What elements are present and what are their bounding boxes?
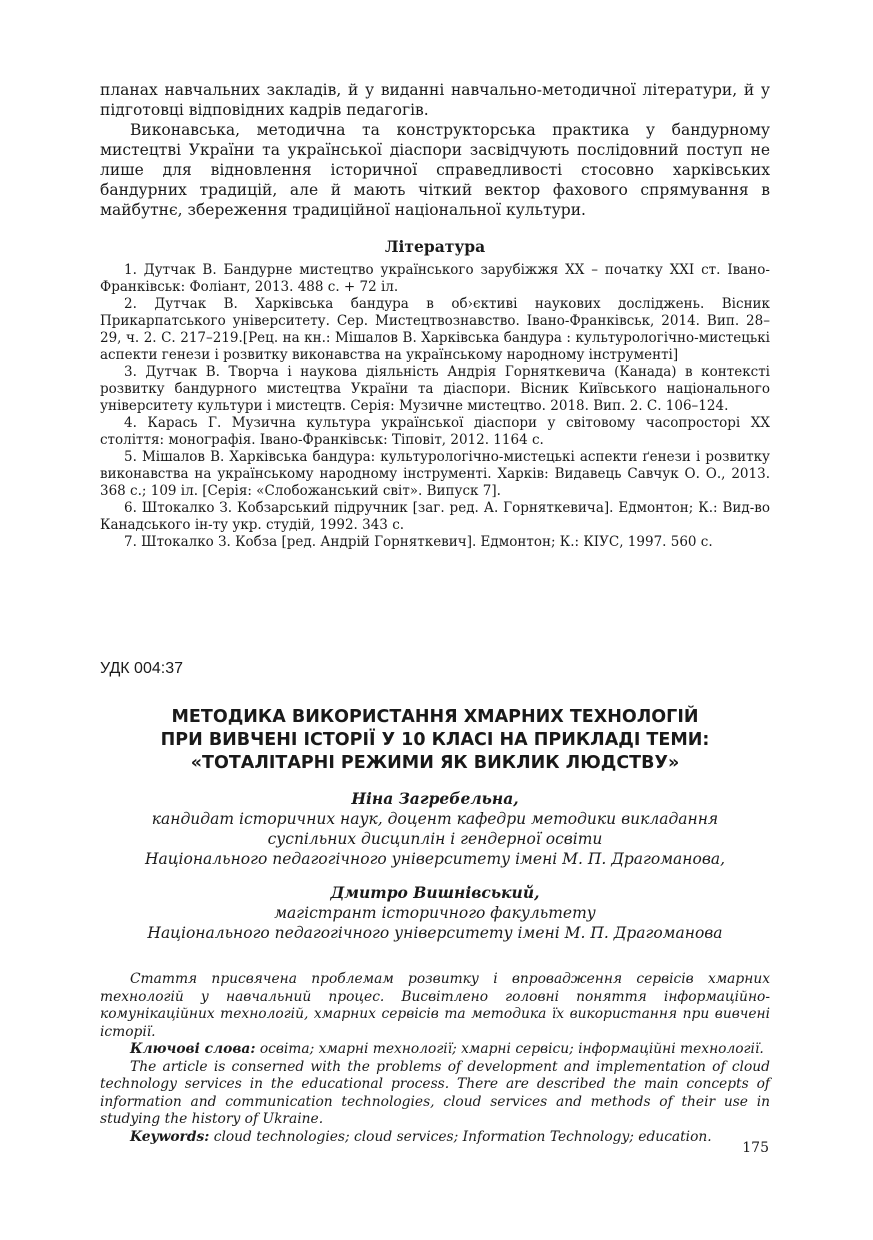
references-list <box>100 262 770 551</box>
article-header <box>100 706 770 1146</box>
reference-item: 6. Штокалко З. Кобзарський підручник [заг. ред. А. Горняткевича]. Едмонтон; К.: Вид-во Канадського ін-ту укр. студій, 1992. 343 с. <box>100 500 770 533</box>
keywords-text: освіта; хмарні технології; хмарні сервіси; інформаційні технології. <box>255 1041 764 1057</box>
reference-item: 7. Штокалко З. Кобза [ред. Андрій Горняткевич]. Едмонтон; К.: КІУС, 1997. 560 с. <box>124 534 713 550</box>
previous-article-ending <box>100 80 770 551</box>
keywords-ukrainian <box>100 1041 770 1059</box>
author-block <box>100 883 770 943</box>
author-affiliation-line: магістрант історичного факультету <box>274 904 596 922</box>
author-affiliation-line: Національного педагогічного університету імені М. П. Драгоманова <box>147 924 723 942</box>
abstract-ukrainian: Стаття присвячена проблемам розвитку і впровадження сервісів хмарних технологій у навчальний процес. Висвітлено головні поняття інформаційно-комунікаційних технологій, хмарних сервісів та методика їх використання при вивчені історії. <box>100 971 770 1040</box>
intro-paragraph-1: планах навчальних закладів, й у виданні навчально-методичної літератури, й у підготовці відповідних кадрів педагогів. <box>100 81 770 119</box>
article-title-line: МЕТОДИКА ВИКОРИСТАННЯ ХМАРНИХ ТЕХНОЛОГІЙ <box>171 707 699 727</box>
article-title-line: ПРИ ВИВЧЕНІ ІСТОРІЇ У 10 КЛАСІ НА ПРИКЛАДІ ТЕМИ: <box>160 730 710 750</box>
keywords-label: Keywords: <box>130 1128 210 1145</box>
author-affiliation-line: суспільних дисциплін і гендерної освіти <box>267 830 603 848</box>
author-affiliation-line: кандидат історичних наук, доцент кафедри методики викладання <box>151 810 719 828</box>
udk-code: УДК 004:37 <box>100 660 183 677</box>
keywords-text: cloud technologies; cloud services; Information Technology; education. <box>209 1128 712 1145</box>
reference-item: 3. Дутчак В. Творча і наукова діяльність Андрія Горняткевича (Канада) в контексті розвитку бандурного мистецтва України та діаспори. Вісник Київського національного університету культури і мистецтв. Серія: Музичне мистецтво. 2018. Вип. 2. С. 106–124. <box>100 364 770 414</box>
page-number: 175 <box>742 1140 769 1156</box>
reference-item: 4. Карась Г. Музична культура української діаспори у світовому часопросторі ХХ століття: монографія. Івано-Франківськ: Тіповіт, 2012. 1164 с. <box>100 415 770 448</box>
author-affiliation-line: Національного педагогічного університету імені М. П. Драгоманова, <box>144 850 726 868</box>
references-title: Література <box>384 237 486 256</box>
author-block <box>100 789 770 869</box>
article-title <box>100 706 770 775</box>
reference-item: 5. Мішалов В. Харківська бандура: культурологічно-мистецькі аспекти ґенези і розвитку виконавства на українському народному інструменті. Харків: Видавець Савчук О. О., 2013. 368 с.; 109 іл. [Серія: «Слобожанський світ». Випуск 7]. <box>100 449 770 499</box>
reference-item: 1. Дутчак В. Бандурне мистецтво українського зарубіжжя ХХ – початку ХХІ ст. Івано-Франківськ: Фоліант, 2013. 488 с. + 72 іл. <box>100 262 770 295</box>
abstract-english: The article is conserned with the problems of development and implementation of cloud technology services in the educational process. There are described the main concepts of information and communication technologies, cloud services and methods of their use in studying the history of Ukraine. <box>100 1058 770 1127</box>
keywords-label: Ключові слова: <box>130 1041 256 1057</box>
author-name: Дмитро Вишнівський, <box>330 883 540 902</box>
article-title-line: «ТОТАЛІТАРНІ РЕЖИМИ ЯК ВИКЛИК ЛЮДСТВУ» <box>190 753 680 773</box>
intro-paragraph-2: Виконавська, методична та конструкторська практика у бандурному мистецтві України та української діаспори засвідчують послідовний поступ не лише для відновлення історичної справедливості стосовно харківських бандурних традицій, але й мають чіткий вектор фахового спрямування в майбутнє, збереження традиційної національної культури. <box>100 121 770 219</box>
reference-item: 2. Дутчак В. Харківська бандура в об›єктиві наукових досліджень. Вісник Прикарпатського університету. Сер. Мистецтвознавство. Івано-Франківськ, 2014. Вип. 28–29, ч. 2. С. 217–219.[Рец. на кн.: Мішалов В. Харківська бандура : культурологічно-мистецькі аспекти генези і розвитку виконавства на українському народному інструменті] <box>100 296 770 363</box>
keywords-english <box>100 1129 770 1147</box>
author-name: Ніна Загребельна, <box>351 789 519 808</box>
abstract <box>100 971 770 1146</box>
